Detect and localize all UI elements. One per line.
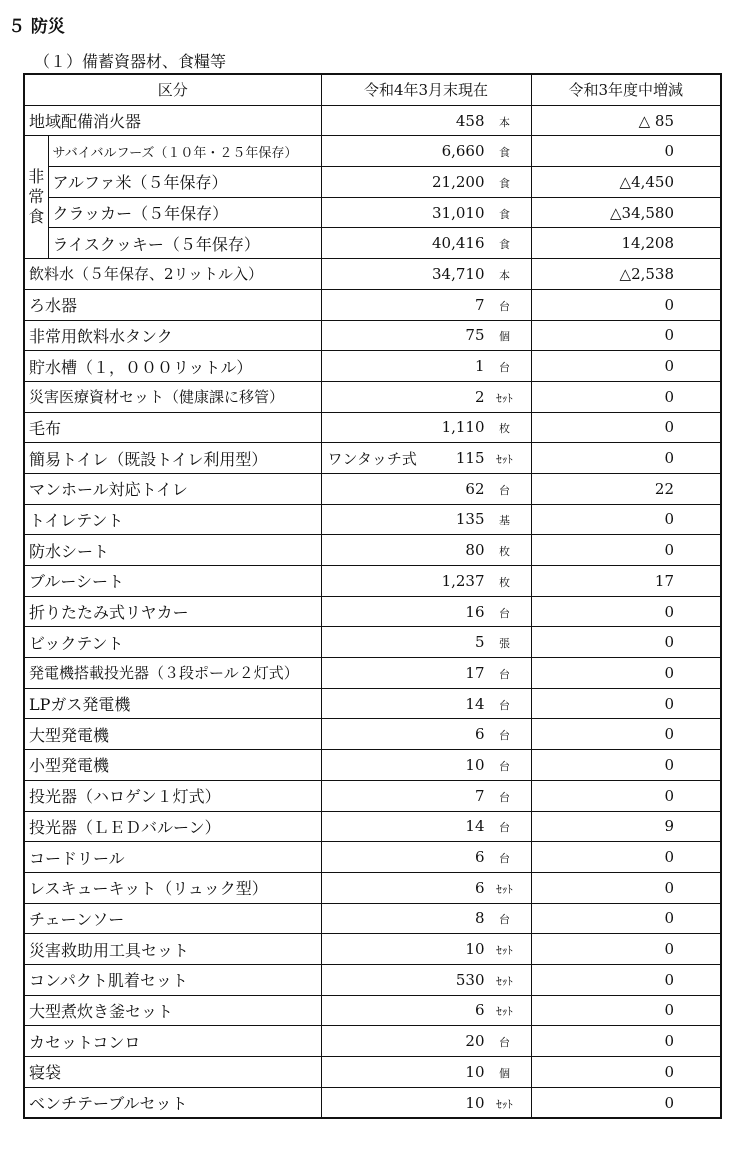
- quantity-unit: 台: [499, 698, 511, 712]
- table-row: [24, 596, 721, 627]
- quantity-unit: 枚: [499, 575, 511, 589]
- change-value: 9: [531, 811, 721, 842]
- quantity-unit: 台: [499, 790, 511, 804]
- change-value: 0: [531, 1026, 721, 1057]
- quantity-value: 458: [455, 111, 485, 130]
- table-row: [24, 289, 721, 320]
- change-value: 0: [531, 842, 721, 873]
- quantity-value: 115: [455, 449, 485, 468]
- item-name: 小型発電機: [24, 750, 321, 781]
- quantity-value: 1,237: [441, 571, 485, 590]
- quantity-unit: 食: [499, 176, 511, 190]
- quantity-unit: 枚: [499, 545, 511, 559]
- quantity-cell: [321, 197, 531, 228]
- item-name: 投光器（ハロゲン１灯式）: [24, 780, 321, 811]
- table-row: [24, 504, 721, 535]
- table-row: [24, 719, 721, 750]
- change-value: 0: [531, 535, 721, 566]
- quantity-unit: 台: [499, 821, 511, 835]
- item-name: マンホール対応トイレ: [24, 473, 321, 504]
- quantity-value: 40,416: [432, 234, 485, 253]
- quantity-unit: 基: [499, 514, 511, 528]
- quantity-cell: [321, 872, 531, 903]
- quantity-unit: 台: [499, 667, 511, 681]
- quantity-value: 75: [465, 326, 485, 345]
- quantity-cell: [321, 381, 531, 412]
- table-row: [24, 1026, 721, 1057]
- group-label-emergency-food: [24, 136, 48, 259]
- item-name: 地域配備消火器: [24, 105, 321, 136]
- item-name: 災害医療資材セット（健康課に移管）: [24, 381, 321, 412]
- change-value: 14,208: [531, 228, 721, 259]
- quantity-unit: 台: [499, 729, 511, 743]
- quantity-value: 10: [465, 940, 485, 959]
- quantity-value: 62: [465, 479, 485, 498]
- change-value: △ 85: [531, 105, 721, 136]
- quantity-unit: ｾｯﾄ: [496, 1097, 513, 1111]
- header-change: 令和3年度中増減: [531, 74, 721, 105]
- quantity-value: 10: [465, 1093, 485, 1112]
- quantity-value: 1,110: [441, 418, 485, 437]
- table-row: [24, 197, 721, 228]
- change-value: 0: [531, 289, 721, 320]
- item-name: 飲料水（５年保存、2リットル入）: [24, 259, 321, 290]
- quantity-unit: ｾｯﾄ: [496, 391, 513, 405]
- table-row: [24, 903, 721, 934]
- change-value: 0: [531, 688, 721, 719]
- table-row: [24, 658, 721, 689]
- item-name: コードリール: [24, 842, 321, 873]
- item-name: 防水シート: [24, 535, 321, 566]
- change-value: 0: [531, 872, 721, 903]
- change-value: 0: [531, 627, 721, 658]
- quantity-unit: 台: [499, 606, 511, 620]
- item-name: ビックテント: [24, 627, 321, 658]
- quantity-unit: 台: [499, 361, 511, 375]
- quantity-unit: 本: [499, 115, 511, 129]
- quantity-unit: 台: [499, 1036, 511, 1050]
- table-row: [24, 566, 721, 597]
- quantity-cell: [321, 934, 531, 965]
- quantity-value: 10: [465, 755, 485, 774]
- quantity-unit: 台: [499, 299, 511, 313]
- change-value: 0: [531, 504, 721, 535]
- table-row: [24, 412, 721, 443]
- table-row: [24, 842, 721, 873]
- change-value: △2,538: [531, 259, 721, 290]
- change-value: 0: [531, 934, 721, 965]
- quantity-value: 16: [465, 602, 485, 621]
- table-row: [24, 228, 721, 259]
- quantity-cell: [321, 105, 531, 136]
- quantity-value: 14: [465, 817, 485, 836]
- quantity-cell: [321, 719, 531, 750]
- table-row: [24, 995, 721, 1026]
- item-name: 非常用飲料水タンク: [24, 320, 321, 351]
- quantity-value: 17: [465, 663, 485, 682]
- quantity-value: 6: [474, 878, 485, 897]
- quantity-unit: 個: [499, 1066, 511, 1080]
- stockpile-table: [23, 73, 722, 1119]
- item-name: 寝袋: [24, 1057, 321, 1088]
- item-name: 折りたたみ式リヤカー: [24, 596, 321, 627]
- table-row: [24, 1057, 721, 1088]
- change-value: 0: [531, 136, 721, 167]
- quantity-unit: ｾｯﾄ: [496, 1005, 513, 1019]
- quantity-value: 6,660: [441, 142, 485, 161]
- table-row: [24, 934, 721, 965]
- change-value: 0: [531, 443, 721, 474]
- quantity-value: 80: [465, 541, 485, 560]
- table-row: [24, 780, 721, 811]
- quantity-unit: 食: [499, 238, 511, 252]
- table-row: [24, 535, 721, 566]
- quantity-unit: ｾｯﾄ: [496, 974, 513, 988]
- quantity-cell: [321, 473, 531, 504]
- quantity-value: 530: [455, 970, 485, 989]
- quantity-value: 20: [465, 1032, 485, 1051]
- quantity-cell: [321, 228, 531, 259]
- quantity-unit: 食: [499, 146, 511, 160]
- quantity-value: 10: [465, 1062, 485, 1081]
- change-value: 0: [531, 964, 721, 995]
- section-title: ５ 防災: [8, 17, 65, 37]
- change-value: 0: [531, 903, 721, 934]
- quantity-cell: [321, 1057, 531, 1088]
- quantity-cell: [321, 566, 531, 597]
- change-value: 0: [531, 780, 721, 811]
- change-value: 0: [531, 351, 721, 382]
- quantity-value: 31,010: [432, 203, 485, 222]
- change-value: 0: [531, 658, 721, 689]
- item-name: 簡易トイレ（既設トイレ利用型）: [24, 443, 321, 474]
- item-name: アルファ米（５年保存）: [48, 167, 321, 198]
- quantity-unit: 食: [499, 207, 511, 221]
- item-name: 投光器（ＬＥＤバルーン）: [24, 811, 321, 842]
- item-name: ライスクッキー（５年保存）: [48, 228, 321, 259]
- change-value: △4,450: [531, 167, 721, 198]
- table-row: [24, 1087, 721, 1118]
- quantity-cell: [321, 136, 531, 167]
- subsection-title: （１）備蓄資器材、食糧等: [34, 52, 227, 71]
- quantity-cell: [321, 504, 531, 535]
- quantity-unit: 台: [499, 759, 511, 773]
- item-name: クラッカー（５年保存）: [48, 197, 321, 228]
- item-name: チェーンソー: [24, 903, 321, 934]
- item-name: 発電機搭載投光器（３段ポール２灯式）: [24, 658, 321, 689]
- quantity-unit: ｾｯﾄ: [496, 453, 513, 467]
- quantity-prefix: ワンタッチ式: [327, 449, 417, 468]
- change-value: 22: [531, 473, 721, 504]
- change-value: 0: [531, 995, 721, 1026]
- table-row: [24, 688, 721, 719]
- change-value: 0: [531, 750, 721, 781]
- header-category: 区分: [24, 74, 321, 105]
- quantity-unit: 本: [499, 268, 511, 282]
- table-row: [24, 351, 721, 382]
- change-value: 0: [531, 719, 721, 750]
- quantity-value: 6: [474, 725, 485, 744]
- item-name: コンパクト肌着セット: [24, 964, 321, 995]
- change-value: 0: [531, 1087, 721, 1118]
- change-value: 0: [531, 412, 721, 443]
- change-value: 0: [531, 320, 721, 351]
- quantity-cell: [321, 842, 531, 873]
- quantity-cell: [321, 903, 531, 934]
- group-label-char: 非: [28, 167, 45, 187]
- quantity-cell: [321, 351, 531, 382]
- quantity-value: 1: [474, 357, 485, 376]
- table-body: [24, 105, 721, 1118]
- quantity-cell: [321, 627, 531, 658]
- quantity-value: 7: [474, 786, 485, 805]
- item-name: 毛布: [24, 412, 321, 443]
- table-row: [24, 750, 721, 781]
- header-current: 令和4年3月末現在: [321, 74, 531, 105]
- quantity-cell: [321, 1026, 531, 1057]
- quantity-cell: [321, 167, 531, 198]
- item-name: カセットコンロ: [24, 1026, 321, 1057]
- quantity-unit: ｾｯﾄ: [496, 944, 513, 958]
- table-row: [24, 964, 721, 995]
- quantity-value: 8: [474, 909, 485, 928]
- change-value: 0: [531, 381, 721, 412]
- quantity-cell: [321, 412, 531, 443]
- quantity-value: 2: [474, 387, 485, 406]
- quantity-unit: 張: [499, 637, 511, 651]
- table-row: [24, 443, 721, 474]
- change-value: 0: [531, 596, 721, 627]
- quantity-value: 14: [465, 694, 485, 713]
- quantity-unit: ｾｯﾄ: [496, 882, 513, 896]
- item-name: 災害救助用工具セット: [24, 934, 321, 965]
- quantity-value: 21,200: [432, 172, 485, 191]
- item-name: ブルーシート: [24, 566, 321, 597]
- table-row: [24, 381, 721, 412]
- quantity-cell: [321, 1087, 531, 1118]
- table-row: [24, 259, 721, 290]
- quantity-value: 6: [474, 1001, 485, 1020]
- table-row: [24, 105, 721, 136]
- item-name: レスキューキット（リュック型）: [24, 872, 321, 903]
- quantity-cell: [321, 259, 531, 290]
- change-value: 0: [531, 1057, 721, 1088]
- table-header-row: [24, 74, 721, 105]
- quantity-value: 34,710: [432, 264, 485, 283]
- item-name: 大型煮炊き釜セット: [24, 995, 321, 1026]
- item-name: LPガス発電機: [24, 688, 321, 719]
- quantity-unit: 台: [499, 913, 511, 927]
- change-value: △34,580: [531, 197, 721, 228]
- quantity-cell: [321, 964, 531, 995]
- item-name: 貯水槽（１，０００リットル）: [24, 351, 321, 382]
- quantity-value: 135: [455, 510, 485, 529]
- table-row: [24, 473, 721, 504]
- table-row: [24, 167, 721, 198]
- quantity-unit: 個: [499, 330, 511, 344]
- table-row: [24, 320, 721, 351]
- quantity-cell: [321, 780, 531, 811]
- group-label-char: 常: [28, 187, 45, 207]
- table-row: [24, 872, 721, 903]
- item-name: 大型発電機: [24, 719, 321, 750]
- quantity-unit: 台: [499, 483, 511, 497]
- item-name: サバイバルフーズ（１０年・２５年保存）: [48, 136, 321, 167]
- quantity-value: 6: [474, 848, 485, 867]
- quantity-cell: [321, 443, 531, 474]
- item-name: トイレテント: [24, 504, 321, 535]
- group-label-char: 食: [28, 207, 45, 227]
- change-value: 17: [531, 566, 721, 597]
- table-row: [24, 627, 721, 658]
- table-row: [24, 811, 721, 842]
- quantity-cell: [321, 535, 531, 566]
- quantity-cell: [321, 750, 531, 781]
- quantity-cell: [321, 995, 531, 1026]
- quantity-cell: [321, 320, 531, 351]
- quantity-cell: [321, 658, 531, 689]
- quantity-value: 5: [474, 633, 485, 652]
- quantity-cell: [321, 811, 531, 842]
- quantity-cell: [321, 289, 531, 320]
- item-name: ろ水器: [24, 289, 321, 320]
- item-name: ベンチテーブルセット: [24, 1087, 321, 1118]
- quantity-value: 7: [474, 295, 485, 314]
- quantity-cell: [321, 688, 531, 719]
- quantity-unit: 枚: [499, 422, 511, 436]
- quantity-unit: 台: [499, 852, 511, 866]
- table-row: [24, 136, 721, 167]
- quantity-cell: [321, 596, 531, 627]
